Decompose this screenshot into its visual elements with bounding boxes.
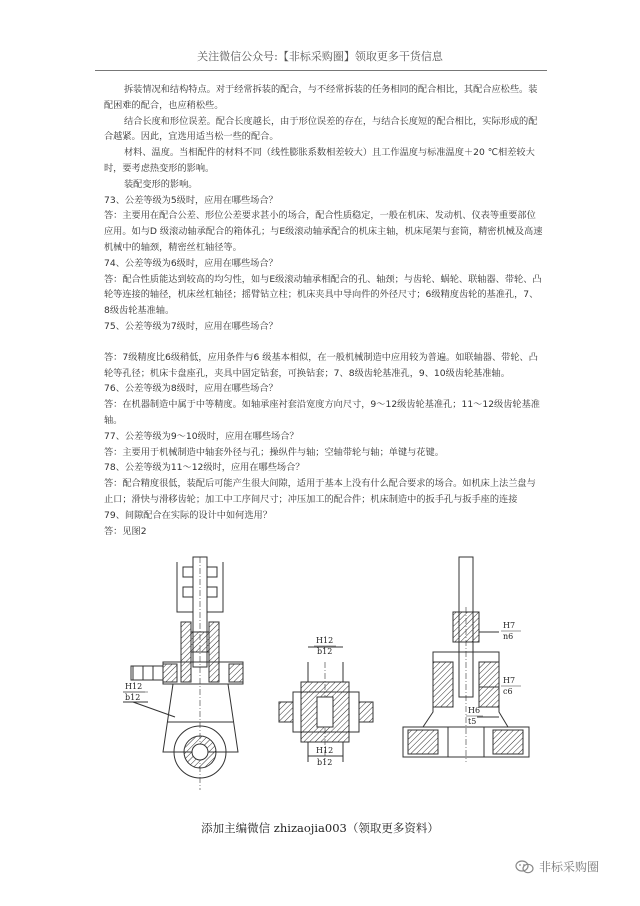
paragraph: 拆装情况和结构特点。对于经常拆装的配合，与不经常拆装的任务相同的配合相比，其配合应松些。装配困难的配合，也应稍松些。 [104,84,538,111]
fit-label-right-2-numerator: H7 [503,676,516,685]
answer-77: 答：主要用于机械制造中轴套外径与孔；操纵件与轴；空轴带轮与轴；单键与花键。 [104,446,444,458]
fit-label-mid-top-numerator: H12 [316,636,334,645]
answer-75: 答：7级精度比6级稍低，应用条件与6 级基本相似，在一般机械制造中应用较为普遍。如联轴器、带轮、凸轮等孔径；机床卡盘座孔，夹具中固定钻套，可换钻套；7、8级齿轮基准孔，9、10级齿轮基准轴。 [104,351,538,379]
fit-label-right-3-denominator: t5 [468,717,477,726]
header-divider [95,70,547,71]
answer-74: 答：配合性质能达到较高的均匀性，如与E级滚动轴承相配合的孔、轴颈；与齿轮、蜗轮、联轴器、带轮、凸轮等连接的轴径，机床丝杠轴径；摇臂钻立柱；机床夹具中导向件的外径尺寸；6级精度齿轮的基准孔，7、8级齿轮基准轴。 [104,273,542,317]
fit-label-left-numerator: H12 [125,682,143,691]
fit-label-mid-top-denominator: b12 [317,647,333,656]
fit-label-mid-bottom-numerator: H12 [316,746,334,755]
watermark-text: 非标采购圈 [539,860,600,874]
fit-label-right-1-numerator: H7 [503,621,516,630]
watermark [515,858,599,875]
question-75: 75、公差等级为7级时，应用在哪些场合？ [104,320,278,332]
left-assembly-drawing [123,557,243,790]
question-77: 77、公差等级为9～10级时，应用在哪些场合？ [104,430,299,442]
fit-selection-drawing [103,552,543,796]
question-74: 74、公差等级为6级时，应用在哪些场合？ [104,257,278,269]
question-79: 79、间隙配合在实际的设计中如何选用？ [104,509,272,521]
fit-label-right-1-denominator: n6 [503,632,514,641]
fit-label-right-3-numerator: H6 [468,706,481,715]
fit-label-right-2-denominator: c6 [503,687,513,696]
paragraph: 装配变形的影响。 [124,178,198,190]
question-76: 76、公差等级为8级时，应用在哪些场合？ [104,383,278,395]
fit-label-mid-bottom-denominator: b12 [317,758,333,767]
paragraph: 结合长度和形位误差。配合长度越长，由于形位误差的存在，与结合长度短的配合相比，实际形成的配合越紧。因此，宜选用适当松一些的配合。 [104,115,538,143]
answer-73: 答：主要用在配合公差、形位公差要求甚小的场合，配合性质稳定，一般在机床、发动机、仪表等重要部位应用。如与D 级滚动轴承配合的箱体孔；与E级滚动轴承配合的机床主轴，机床尾架与套筒，精密机械及高速机械中的轴颈，精密丝杠轴径等。 [104,210,543,253]
document-body [104,82,544,539]
page-header: 关注微信公众号:【非标采购圈】领取更多干货信息 [197,50,443,63]
right-assembly-drawing [403,557,529,762]
fit-label-left-denominator: b12 [125,693,141,702]
answer-78: 答：配合精度很低，装配后可能产生很大间隙，适用于基本上没有什么配合要求的场合。如机床上法兰盘与止口；滑快与滑移齿轮；加工中工序间尺寸；冲压加工的配合件；机床制造中的扳手孔与扳手座的连接 [104,478,536,505]
middle-assembly-drawing [279,647,373,762]
wechat-icon [515,860,535,874]
answer-76: 答：在机器制造中属于中等精度。如轴承座衬套沿宽度方向尺寸，9～12级齿轮基准孔；11～12级齿轮基准轴。 [104,399,540,426]
paragraph: 材料、温度。当相配件的材料不同（线性膨胀系数相差较大）且工作温度与标准温度＋20 ℃相差较大时，要考虑热变形的影响。 [104,147,535,174]
question-78: 78、公差等级为11～12级时，应用在哪些场合？ [104,462,305,474]
answer-79: 答：见图2 [104,525,147,537]
figure-caption: 添加主编微信 zhizaojia003（领取更多资料） [201,821,439,835]
question-73: 73、公差等级为5级时，应用在哪些场合？ [104,194,278,206]
